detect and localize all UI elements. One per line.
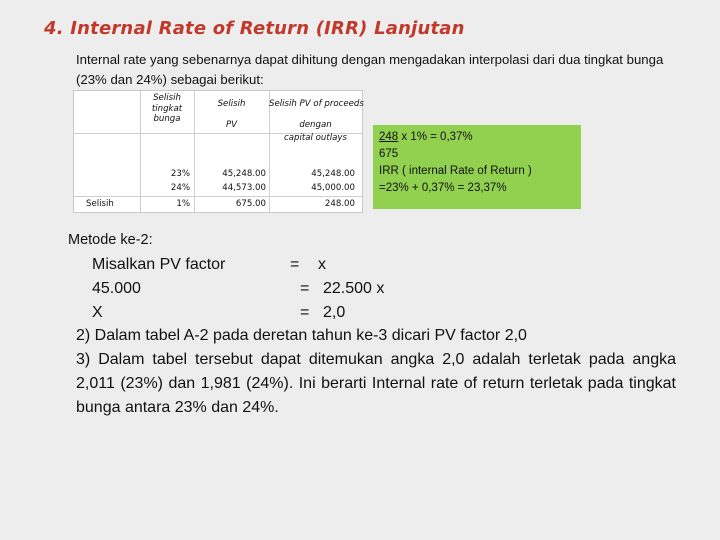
step-2-text: 2) Dalam tabel A-2 pada deretan tahun ke-3 dicari PV factor 2,0 — [76, 327, 527, 344]
calc-line-3: IRR ( internal Rate of Return ) — [379, 165, 532, 177]
calc-line-4: =23% + 0,37% = 23,37% — [379, 182, 507, 194]
intro-paragraph: Internal rate yang sebenarnya dapat dihitung dengan mengadakan interpolasi dari dua tingkat bunga (23% dan 24%) sebagai berikut: — [76, 52, 664, 87]
header-proceeds-diff: Selisih PV of proceeds dengan capital outlays — [269, 99, 364, 143]
calc-line-2: 675 — [379, 148, 399, 160]
slide-title: 4. Internal Rate of Return (IRR) Lanjutan — [44, 18, 465, 39]
header-pv-diff: Selisih PV — [217, 99, 246, 130]
calc-line-1: 248 x 1% = 0,37% — [379, 131, 473, 143]
method-2-label: Metode ke-2: — [68, 232, 153, 248]
header-rate-diff: Selisih tingkat bunga — [151, 93, 183, 124]
irr-calculation-box — [373, 125, 581, 209]
step-3-text: 3) Dalam tabel tersebut dapat ditemukan angka 2,0 adalah terletak pada angka 2,011 (23%) dan 1,981 (24%). Ini berarti Internal rate of return terletak pada tingkat bunga antara 23% dan 24%. — [76, 351, 676, 416]
interpolation-table: Selisih tingkat bunga Selisih PV Selisih PV of proceeds dengan capital outlays 23% 45,248.00 45,248.00 24% 44,573.00 45,000.00 Selisih 1% 675.00 248.00 — [73, 90, 363, 213]
